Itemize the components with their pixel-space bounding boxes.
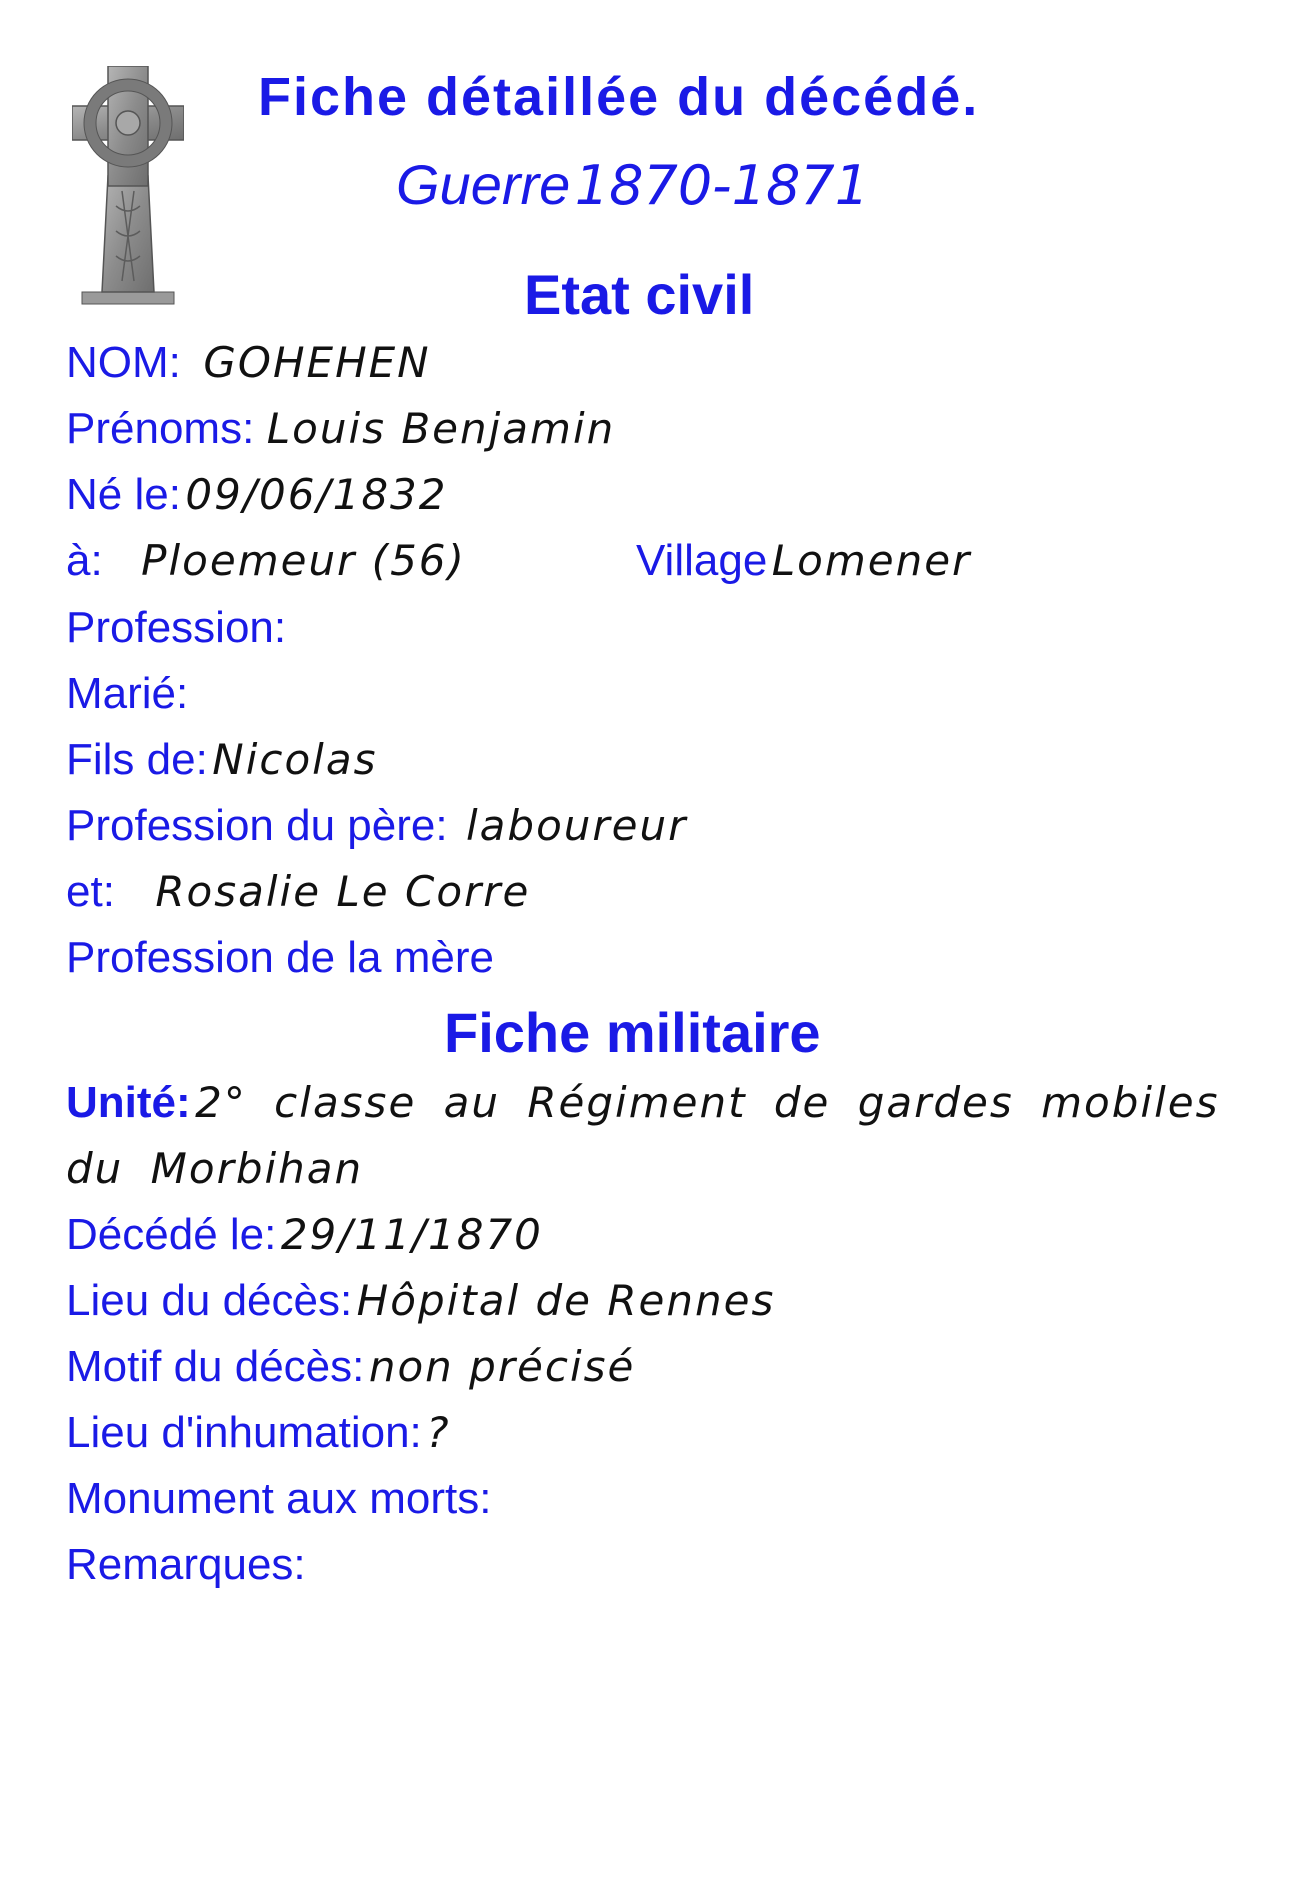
lieu-inhumation-row <box>66 1408 451 1458</box>
a-value: Ploemeur (56) <box>141 536 466 585</box>
page-subtitle <box>396 152 869 217</box>
profession-label: Profession: <box>66 603 287 652</box>
ne-le-row <box>66 470 447 520</box>
profession-pere-row <box>66 801 687 851</box>
ne-le-value: 09/06/1832 <box>185 470 448 519</box>
et-label: et: <box>66 867 115 916</box>
subtitle-years: 1870-1871 <box>574 154 870 217</box>
lieu-inhumation-value: ? <box>426 1408 451 1457</box>
lieu-deces-value: Hôpital de Rennes <box>356 1276 776 1325</box>
village-value: Lomener <box>771 536 972 585</box>
unite-row <box>66 1078 1219 1128</box>
celtic-cross-icon <box>72 66 184 306</box>
profession-mere-label: Profession de la mère <box>66 933 494 982</box>
nom-label: NOM: <box>66 338 181 387</box>
remarques-label: Remarques: <box>66 1540 306 1589</box>
profession-pere-label: Profession du père: <box>66 801 448 850</box>
lieu-deces-row <box>66 1276 775 1326</box>
motif-deces-row <box>66 1342 635 1392</box>
village-label: Village <box>636 536 768 585</box>
prenoms-row <box>66 404 615 454</box>
lieu-inhumation-label: Lieu d'inhumation: <box>66 1408 422 1457</box>
nom-row <box>66 338 431 388</box>
subtitle-word: Guerre <box>396 153 571 216</box>
fils-de-label: Fils de: <box>66 735 208 784</box>
marie-label: Marié: <box>66 669 189 718</box>
unite-value-line2: du Morbihan <box>66 1144 364 1193</box>
motif-deces-value: non précisé <box>368 1342 636 1391</box>
prenoms-label: Prénoms: <box>66 404 255 453</box>
motif-deces-label: Motif du décès: <box>66 1342 365 1391</box>
village-row <box>636 536 971 586</box>
fiche-militaire-heading: Fiche militaire <box>444 1001 821 1064</box>
profession-pere-value: laboureur <box>466 801 688 850</box>
decede-le-row <box>66 1210 543 1260</box>
lieu-naissance-row <box>66 536 466 586</box>
fils-de-row <box>66 735 377 785</box>
page-title: Fiche détaillée du décédé. <box>258 67 980 127</box>
monument-label: Monument aux morts: <box>66 1474 492 1523</box>
nom-value: GOHEHEN <box>203 338 431 387</box>
decede-le-label: Décédé le: <box>66 1210 277 1259</box>
prenoms-value: Louis Benjamin <box>266 404 616 453</box>
unite-value-line1: 2° classe au Régiment de gardes mobiles <box>195 1078 1220 1127</box>
a-label: à: <box>66 536 103 585</box>
et-row <box>66 867 530 917</box>
etat-civil-heading: Etat civil <box>524 263 755 326</box>
fils-de-value: Nicolas <box>212 735 378 784</box>
unite-label: Unité: <box>66 1078 191 1127</box>
ne-le-label: Né le: <box>66 470 181 519</box>
decede-le-value: 29/11/1870 <box>280 1210 543 1259</box>
et-value: Rosalie Le Corre <box>155 867 531 916</box>
lieu-deces-label: Lieu du décès: <box>66 1276 353 1325</box>
